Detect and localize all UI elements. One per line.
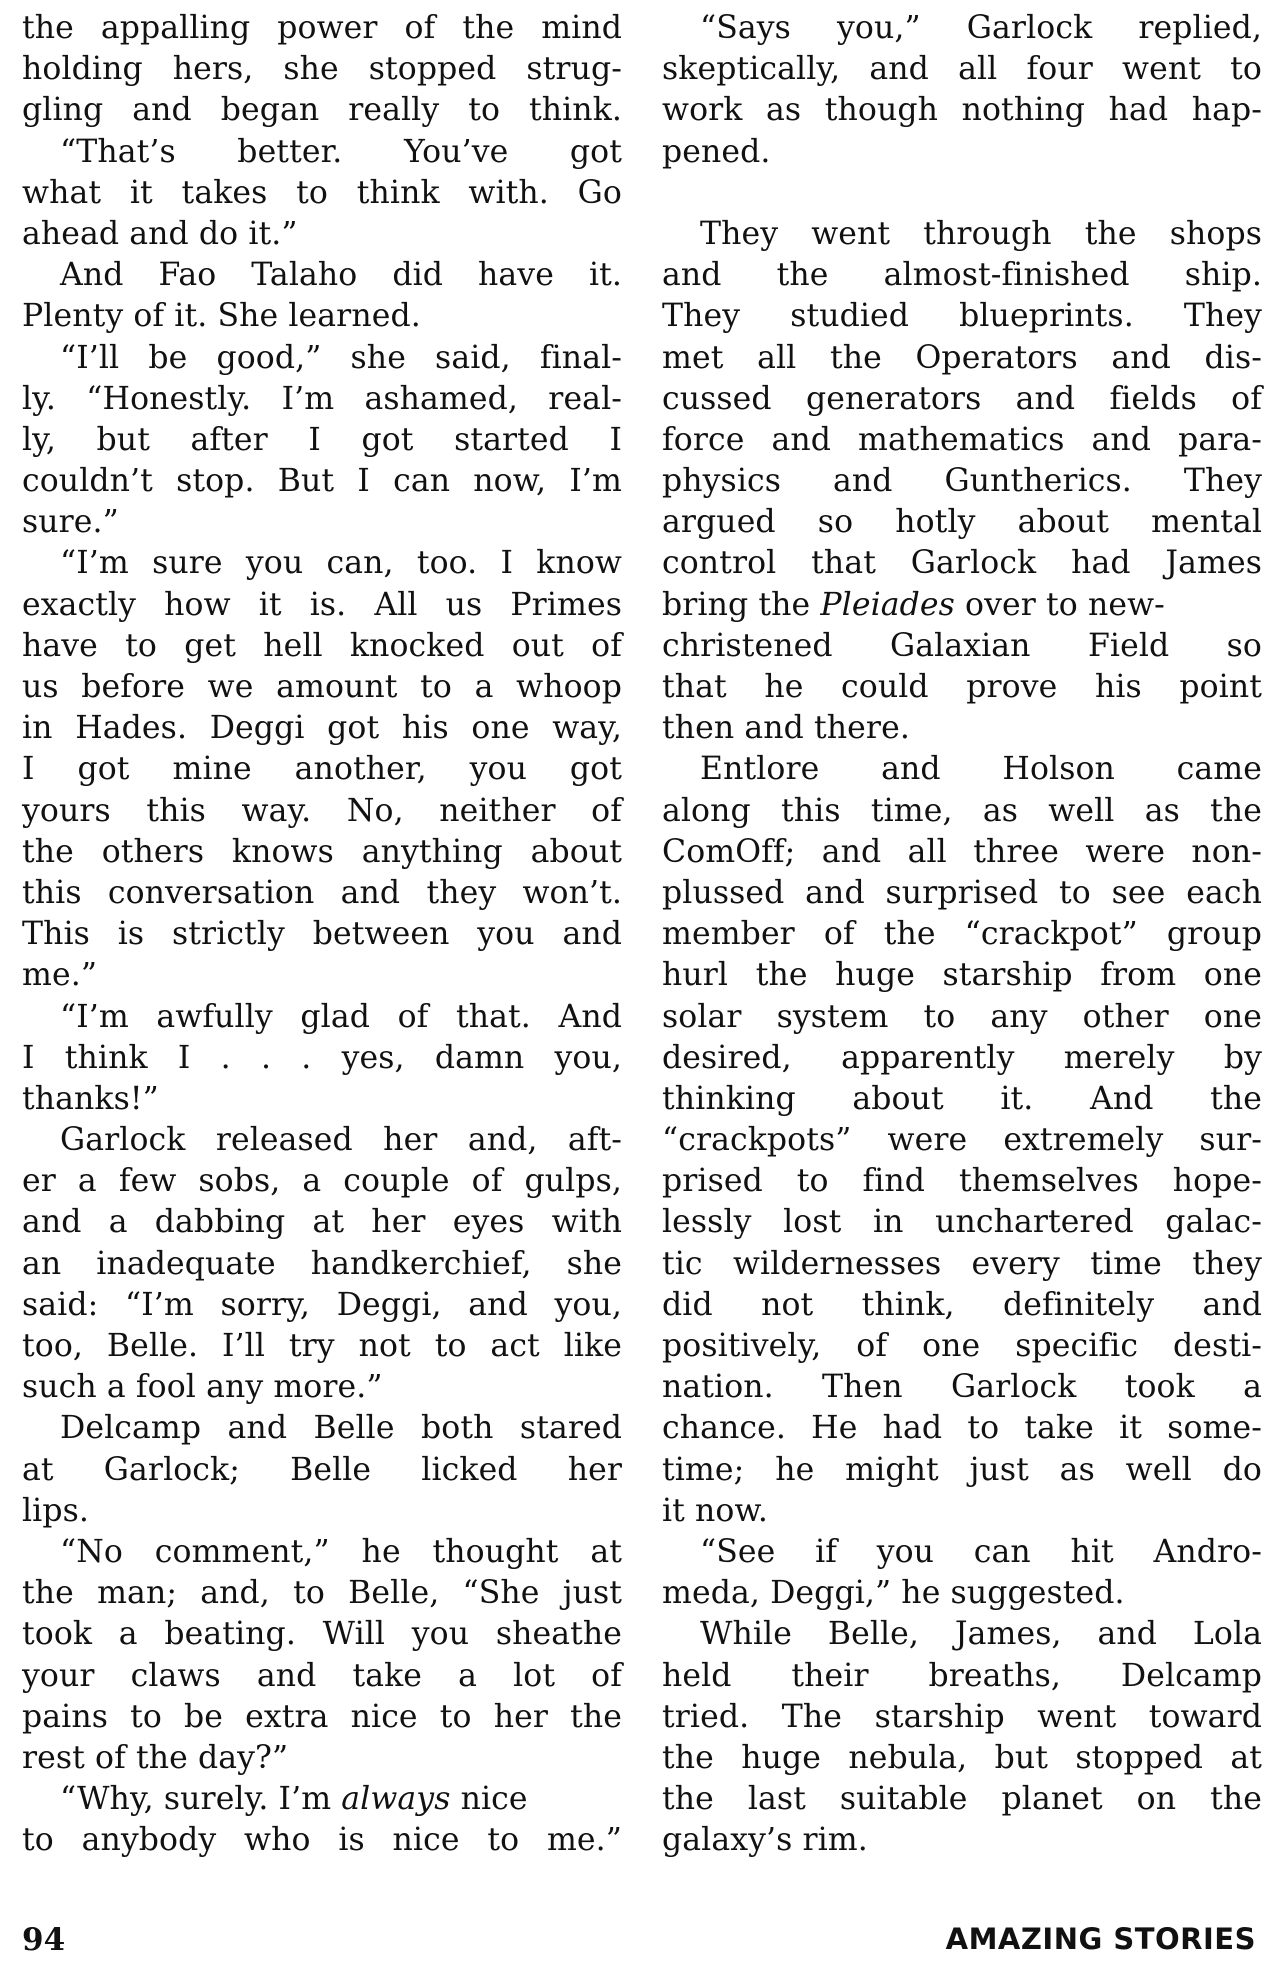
text-line: yours this way. No, neither of (22, 792, 622, 829)
text-line: Delcamp and Belle both stared (60, 1410, 622, 1447)
italic-word: always (341, 1781, 451, 1818)
text-line: then and there. (662, 710, 910, 747)
text-line: such a fool any more.” (22, 1369, 383, 1406)
text-run: bring the (662, 586, 821, 623)
text-line: exactly how it is. All us Primes (22, 586, 622, 623)
magazine-title: AMAZING STORIES (945, 1922, 1256, 1956)
text-line: positively, of one specific desti- (662, 1328, 1262, 1364)
text-line: “No comment,” he thought at (60, 1533, 622, 1570)
left-text-column (22, 8, 622, 1861)
text-line: I got mine another, you got (22, 751, 622, 788)
text-line: held their breaths, Delcamp (662, 1657, 1262, 1694)
text-line: force and mathematics and para- (662, 421, 1262, 458)
text-line: work as though nothing had hap- (662, 92, 1262, 129)
text-line: the huge nebula, but stopped at (662, 1739, 1262, 1776)
italic-word: Pleiades (820, 586, 955, 623)
text-line: lessly lost in unchartered galac- (662, 1204, 1262, 1241)
text-line: in Hades. Deggi got his one way, (22, 710, 622, 747)
text-line-mixed (22, 1779, 622, 1820)
text-line: did not think, definitely and (662, 1286, 1262, 1323)
text-line: your claws and take a lot of (22, 1657, 622, 1694)
text-line: ly. “Honestly. I’m ashamed, real- (22, 380, 622, 417)
text-line: argued so hotly about mental (662, 504, 1262, 541)
text-line: couldn’t stop. But I can now, I’m (22, 463, 622, 500)
text-line: nation. Then Garlock took a (662, 1369, 1262, 1406)
text-line: “I’m sure you can, too. I know (60, 545, 622, 582)
text-line: solar system to any other one (662, 998, 1262, 1035)
text-line: Entlore and Holson came (700, 751, 1262, 788)
text-line: the appalling power of the mind (22, 10, 622, 46)
text-line: “I’ll be good,” she said, final- (60, 339, 622, 376)
text-line: physics and Guntherics. They (662, 463, 1262, 500)
text-line: plussed and surprised to see each (662, 874, 1262, 911)
text-line: ComOff; and all three were non- (662, 833, 1262, 870)
text-line: prised to find themselves hope- (662, 1163, 1262, 1200)
text-line: me.” (22, 957, 98, 994)
text-line: took a beating. Will you sheathe (22, 1616, 622, 1653)
text-line: desired, apparently merely by (662, 1039, 1262, 1076)
text-line: “Says you,” Garlock replied, (700, 10, 1262, 46)
text-line: Garlock released her and, aft- (60, 1122, 622, 1159)
text-line: chance. He had to take it some- (662, 1410, 1262, 1447)
text-line: pains to be extra nice to her the (22, 1698, 622, 1735)
text-line: christened Galaxian Field so (662, 627, 1262, 664)
text-line: us before we amount to a whoop (22, 669, 622, 705)
text-line: er a few sobs, a couple of gulps, (22, 1163, 622, 1200)
text-line: Plenty of it. She learned. (22, 298, 421, 335)
text-line: time; he might just as well do (662, 1451, 1262, 1488)
text-line: holding hers, she stopped strug- (22, 51, 622, 88)
text-line: and a dabbing at her eyes with (22, 1204, 622, 1241)
text-line: lips. (22, 1492, 89, 1529)
text-line: skeptically, and all four went to (662, 51, 1262, 88)
text-line: They studied blueprints. They (662, 298, 1262, 335)
text-line: the others knows anything about (22, 833, 622, 870)
text-line: ahead and do it.” (22, 215, 298, 252)
text-line: ly, but after I got started I (22, 421, 622, 458)
text-line: gling and began really to think. (22, 92, 622, 129)
section-break (662, 173, 1262, 214)
text-line: And Fao Talaho did have it. (60, 257, 622, 294)
text-line: “See if you can hit Andro- (700, 1533, 1262, 1570)
text-line: tried. The starship went toward (662, 1698, 1262, 1735)
text-line: galaxy’s rim. (662, 1822, 868, 1859)
text-line: an inadequate handkerchief, she (22, 1245, 622, 1282)
text-line: cussed generators and fields of (662, 380, 1262, 417)
text-line: pened. (662, 133, 771, 170)
text-line: member of the “crackpot” group (662, 916, 1262, 953)
text-line: the last suitable planet on the (662, 1781, 1262, 1818)
text-line: too, Belle. I’ll try not to act like (22, 1328, 622, 1364)
text-line: hurl the huge starship from one (662, 957, 1262, 994)
text-line: “That’s better. You’ve got (60, 133, 622, 170)
text-run: over to new- (954, 586, 1165, 623)
text-line: thinking about it. And the (662, 1080, 1262, 1117)
text-line: control that Garlock had James (662, 545, 1262, 582)
text-line: the man; and, to Belle, “She just (22, 1575, 622, 1612)
text-line: sure.” (22, 504, 119, 541)
text-line: this conversation and they won’t. (22, 874, 622, 911)
text-run: nice (450, 1781, 528, 1818)
text-line: and the almost-finished ship. (662, 257, 1262, 294)
text-line: They went through the shops (700, 215, 1262, 252)
text-line: thanks!” (22, 1080, 159, 1117)
right-text-column (662, 8, 1262, 1861)
text-line: have to get hell knocked out of (22, 627, 622, 664)
text-line: This is strictly between you and (22, 916, 622, 953)
text-line: what it takes to think with. Go (22, 174, 622, 211)
text-line: that he could prove his point (662, 669, 1262, 705)
text-line: “crackpots” were extremely sur- (662, 1122, 1262, 1159)
text-line: “I’m awfully glad of that. And (60, 998, 622, 1035)
text-line: tic wildernesses every time they (662, 1245, 1262, 1282)
text-run: “Why, surely. I’m (60, 1781, 342, 1818)
text-line: I think I . . . yes, damn you, (22, 1039, 622, 1076)
text-line: to anybody who is nice to me.” (22, 1822, 622, 1859)
text-line: it now. (662, 1492, 768, 1529)
text-line: at Garlock; Belle licked her (22, 1451, 622, 1488)
text-line: While Belle, James, and Lola (700, 1616, 1262, 1653)
text-line: meda, Deggi,” he suggested. (662, 1575, 1125, 1612)
text-line: along this time, as well as the (662, 792, 1262, 829)
text-line-mixed (662, 585, 1262, 626)
page-number: 94 (22, 1922, 66, 1958)
text-line: met all the Operators and dis- (662, 339, 1262, 376)
text-line: said: “I’m sorry, Deggi, and you, (22, 1286, 622, 1323)
text-line: rest of the day?” (22, 1739, 289, 1776)
